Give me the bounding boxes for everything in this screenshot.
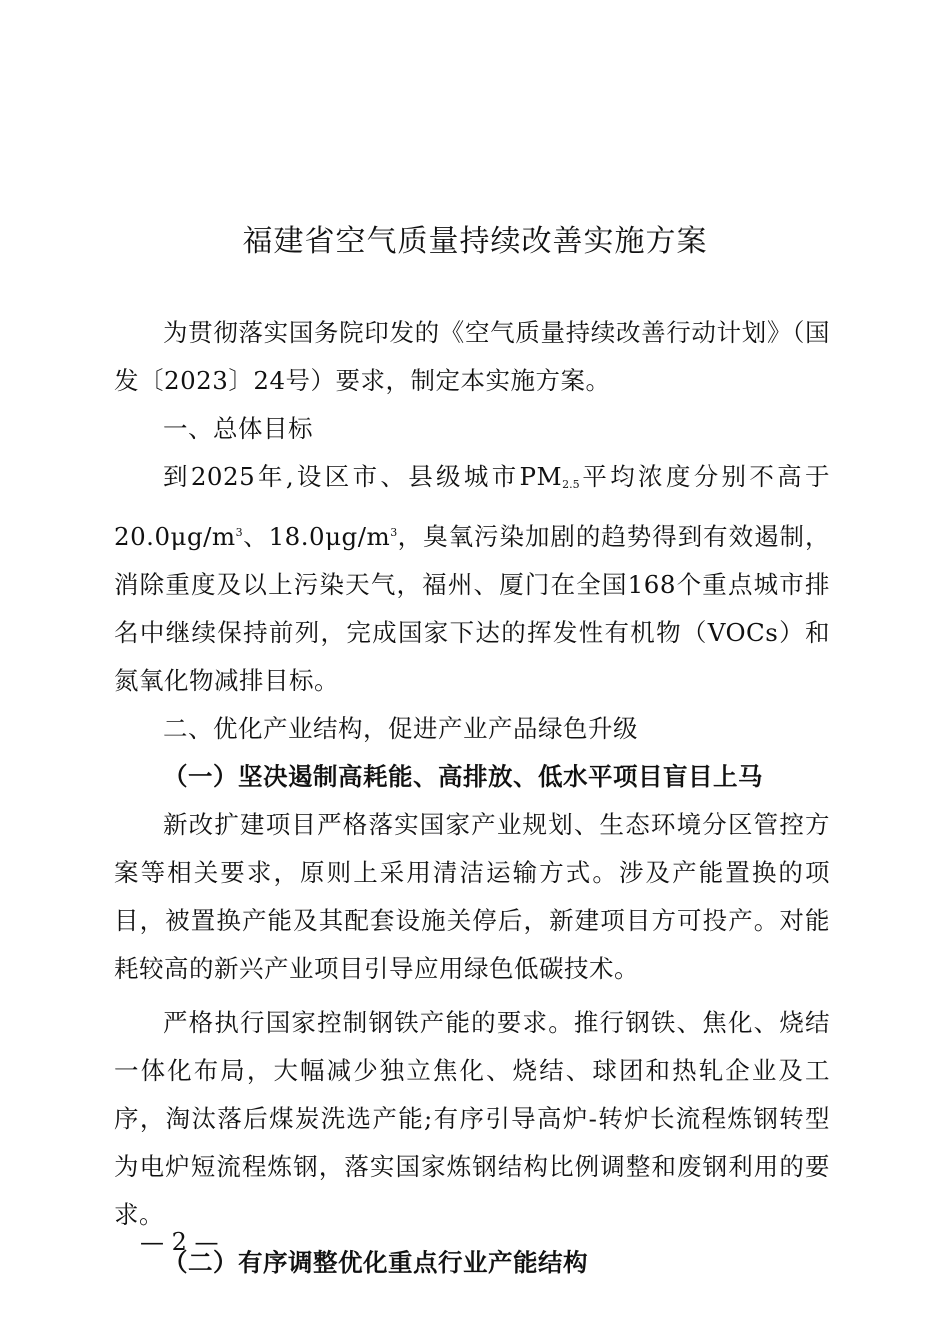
intro-paragraph: 为贯彻落实国务院印发的《空气质量持续改善行动计划》（国发〔2023〕24号）要求，制定本实施方案。	[114, 318, 830, 395]
document-body	[114, 309, 830, 1287]
subsection-1-heading: （一）坚决遏制高耗能、高排放、低水平项目盲目上马	[163, 762, 763, 791]
section-2-heading: 二、优化产业结构，促进产业产品绿色升级	[163, 714, 638, 743]
section-1-heading: 一、总体目标	[163, 414, 313, 443]
page-number: — 2 —	[140, 1228, 219, 1256]
target-paragraph	[114, 453, 830, 705]
target-text-1: 到2025年,设区市、县级城市PM	[163, 462, 563, 491]
document-title: 福建省空气质量持续改善实施方案	[242, 224, 708, 259]
body-paragraph-1: 新改扩建项目严格落实国家产业规划、生态环境分区管控方案等相关要求，原则上采用清洁运输方式。涉及产能置换的项目，被置换产能及其配套设施关停后，新建项目方可投产。对能耗较高的新兴产业项目引导应用绿色低碳技术。	[114, 810, 830, 983]
pm-subscript: 2.5	[562, 478, 580, 491]
target-text-2: 平均浓度分别不高于20.0μg/m	[114, 462, 830, 551]
unit-superscript-1: 3	[235, 526, 243, 539]
target-text-4: ，臭氧污染加剧的趋势得到有效遏制，消除重度及以上污染天气，福州、厦门在全国168个重点城市排名中继续保持前列，完成国家下达的挥发性有机物（VOCs）和氮氧化物减排目标。	[114, 522, 830, 695]
body-paragraph-2: 严格执行国家控制钢铁产能的要求。推行钢铁、焦化、烧结一体化布局，大幅减少独立焦化、烧结、球团和热轧企业及工序，淘汰落后煤炭洗选产能;有序引导高炉-转炉长流程炼钢转型为电炉短流程炼钢，落实国家炼钢结构比例调整和废钢利用的要求。	[114, 1008, 830, 1229]
unit-superscript-2: 3	[390, 526, 398, 539]
target-text-3: 、18.0μg/m	[242, 522, 391, 551]
subsection-2-heading: （二）有序调整优化重点行业产能结构	[163, 1248, 588, 1277]
